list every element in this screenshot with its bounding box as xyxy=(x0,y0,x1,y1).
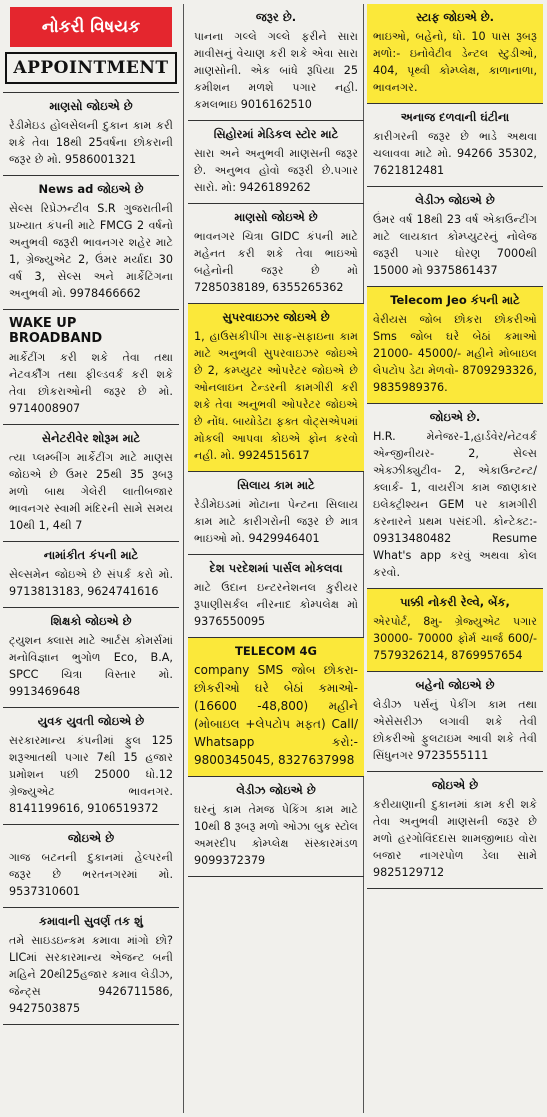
ad-body: 1, હાઉસકીપીંગ સાફ-સફાઇના કામ માટે અનુભવી સુપરવાઇઝર જોઇએ છે 2, કમ્પ્યુટર ઓપરેટર જોઇએ છે ઓનલાઇન ટેન્ડરની કામગીરી કરી શકે તેવા અનુભવી ઓપરેટર જોઇએ છે નોંધ. બાયોડેટા ફક્ત વોટ્સએપમાં મોકલી આપવા કોઇએ ફોન કરવો નહી. મો. 9924515617 xyxy=(194,330,362,462)
classified-ad xyxy=(3,425,179,542)
ad-heading: સિલાય કામ માટે xyxy=(237,478,315,492)
ad-body: કારીગરની જરૂર છે ભાડે અથવા ચલાવવા માટે મો. 94266 35302, 7621812481 xyxy=(373,130,541,177)
ad-heading: કમાવાની સુવર્ણ તક શું xyxy=(38,914,144,928)
ad-heading: સિહોરમાં મેડિકલ સ્ટોર માટે xyxy=(213,127,339,141)
ad-heading: WAKE UP BROADBAND xyxy=(9,316,103,346)
ad-heading: માણસો જોઇએ છે xyxy=(234,210,318,224)
ad-heading: અનાજ દળવાની ઘંટીના xyxy=(400,110,510,124)
classified-ad xyxy=(3,310,179,425)
ad-heading: જોઇએ છે xyxy=(67,831,115,845)
ad-heading: TELECOM 4G xyxy=(235,644,317,658)
classified-ad xyxy=(188,4,364,121)
classified-ad xyxy=(188,638,364,777)
ad-heading: જરૂર છે. xyxy=(255,10,297,24)
ad-heading: જોઇએ છે. xyxy=(429,410,481,424)
ad-body: સેલ્સમેન જોઇએ છે સંપર્ક કરો મો. 9713813183, 9624741616 xyxy=(9,568,177,598)
ad-heading: જોઇએ છે xyxy=(431,778,479,792)
classified-ad xyxy=(3,608,179,708)
masthead-title-english: APPOINTMENT xyxy=(5,52,177,84)
classified-ad xyxy=(3,825,179,908)
classified-ad xyxy=(367,772,543,889)
ad-heading: બહેનો જોઇએ છે xyxy=(415,678,495,692)
ad-heading: News ad જોઇએ છે xyxy=(38,182,144,196)
column-1 xyxy=(3,4,179,1025)
classified-ad xyxy=(367,287,543,404)
ad-heading: યુવક યુવતી જોઇએ છે xyxy=(37,714,145,728)
ad-heading: શિક્ષકો જોઇએ છે xyxy=(50,614,132,628)
classified-ad xyxy=(188,555,364,638)
column-3 xyxy=(367,4,543,889)
ad-heading: સેનેટરીવેર શોરૂમ માટે xyxy=(41,431,141,445)
ad-body: ભાઇઓ, બહેનો, ધો. 10 પાસ રૂબરૂ મળો:- ઇનોવેટીવ ડેન્ટલ સ્ટુડીઓ, 404, પૃથ્વી કોમ્પ્લેક્ષ, કાળાનાળા, ભાવનગર. xyxy=(373,30,541,94)
ad-heading: સુપરવાઇઝર જોઇએ છે xyxy=(222,310,330,324)
ad-body: રેડીમેઇડ હોલસેલની દુકાન કામ કરી શકે તેવા 18થી 25વર્ષના છોકરાની જરૂર છે મો. 9586001321 xyxy=(9,119,177,166)
ad-heading: નામાંકીત કંપની માટે xyxy=(43,548,139,562)
classified-ad xyxy=(3,542,179,608)
ad-heading: પાક્કી નોકરી રેલ્વે, બેંક, xyxy=(400,595,510,609)
classified-ad xyxy=(367,104,543,187)
classified-ad xyxy=(367,187,543,287)
ad-body: ટ્યુશન ક્લાસ માટે આર્ટસ કોમર્સમાં મનોવિજ્ઞાન ભુગોળ Eco, B.A, SPCC ચિત્રા વિસ્તાર મો. 9913469648 xyxy=(9,634,177,698)
ad-heading: દેશ પરદેશમાં પાર્સલ મોકલવા xyxy=(209,561,343,575)
classified-ad xyxy=(367,4,543,104)
masthead-title-gujarati: નોકરી વિષયક xyxy=(11,8,171,46)
ad-body: ગાજ બટનની દુકાનમાં હેલ્પરની જરૂર છે ભરતનગરમાં મો. 9537310601 xyxy=(9,851,177,898)
ad-heading: Telecom Jeo કંપની માટે xyxy=(390,293,520,307)
ad-body: તમે સાઇડઇન્કમ કમાવા માંગો છો? LICમાં સરકારમાન્ય એજન્ટ બની મહિને 20થી25હજાર કમાવ લેડીઝ, જેન્ટ્સ 9426711586, 9427503875 xyxy=(9,934,177,1015)
ad-body: લેડીઝ પર્સનું પેકીંગ કામ તથા એસેસરીઝ લગાવી શકે તેવી છોકરીઓ ફુલટાઇમ આવી શકે તેવી સિંધુનગર 9723555111 xyxy=(373,698,541,762)
classified-ad xyxy=(367,404,543,589)
ad-body: company SMS જોબ છોકરા- છોકરીઓ ઘરે બેઠાં કમાઓ- (16600 -48,800) મહીને (મોબાઇલ +લેપટોપ મફત) Call/ Whatsapp કરો:- 9800345045, 8327637998 xyxy=(194,663,362,767)
ad-heading: લેડીઝ જોઇએ છે xyxy=(236,783,316,797)
ad-body: ઘરનું કામ તેમજ પેકિંગ કામ માટે 10થી 8 રૂબરૂ મળો ઓઝા બુક સ્ટોલ અમરદીપ કોમ્પ્લેક્ષ સંસ્કારમંડળ 9099372379 xyxy=(194,803,362,867)
ad-body: કરીયાણાની દુકાનમાં કામ કરી શકે તેવા અનુભવી માણસની જરૂર છે મળો હરગોવિંદદાસ શામજીભાઇ વોરા બજાર નાગરપોળ ડેલા સામે 9825129712 xyxy=(373,798,541,879)
ad-heading: લેડીઝ જોઇએ છે xyxy=(415,193,495,207)
ad-body: માર્કેટીંગ કરી શકે તેવા તથા નેટવર્કીંગ તથા ફીલ્ડવર્ક કરી શકે તેવા છોકરાઓની જરૂર છે મો. 9714008907 xyxy=(9,351,177,415)
classified-ad xyxy=(367,589,543,672)
classified-ad xyxy=(188,304,364,472)
ad-body: એરપોર્ટ, 8મુ- ગ્રેજ્યુએટ પગાર 30000- 70000 ફોર્મ ચાર્જ 600/- 7579326214, 8769957654 xyxy=(373,615,541,662)
column-divider xyxy=(183,4,184,1113)
ad-body: ઉંમર વર્ષ 18થી 23 વર્ષ એકાઉન્ટીંગ માટે લાયકાત કોમ્પ્યુટરનું નોલેજ જરૂરી પગાર ધોરણ 7000થી 15000 મો 9375861437 xyxy=(373,213,541,277)
classified-ad xyxy=(367,672,543,772)
ad-body: ભાવનગર ચિત્રા GIDC કંપની માટે મહેનત કરી શકે તેવા ભાઇઓ બહેનોની જરૂર છે મો 7285038189, 6355265362 xyxy=(194,230,362,294)
classified-ad xyxy=(3,908,179,1025)
classified-ad xyxy=(3,176,179,310)
ad-body: પાનના ગલ્લે ગલ્લે ફરીને સારા માવીસનું વેચાણ કરી શકે એવા સારા માણસોની. એક બાંધે રૂપિયા 25 કમીશન મળશે પગાર નહી. કમલભાઇ 9016162510 xyxy=(194,30,362,111)
ad-body: રેડીમેઇડમાં મોટાના પેન્ટના સિલાય કામ માટે કારીગરોની જરૂર છે માત્ર ભાઇઓ મો. 9429946401 xyxy=(194,498,362,545)
classified-ad xyxy=(3,93,179,176)
ad-body: સારા અને અનુભવી માણસની જરૂર છે. અનુભવ હોવો જરૂરી છે.પગાર સારો. મો: 9426189262 xyxy=(194,147,362,194)
ad-body: માટે ઉદાન ઇન્ટરનેશનલ કુરીયર રૂપાણીસર્કલ નીરનાદ કોમ્પલેક્ષ મો 9376550095 xyxy=(194,581,362,628)
masthead xyxy=(3,4,179,93)
ad-body: H.R. મેનેજર-1,હાર્ડવેર/નેટવર્ક એન્જીનીયર- 2, સેલ્સ એક્ઝીક્યુટીવ- 2, એકાઉન્ટન્ટ/ ક્લાર્ક- 1, વાયરીંગ કામ જાણકાર ઇલેક્ટ્રીશ્યન GEM પર કામગીરી કરનારને પ્રથમ પસંદગી. કોન્ટેક્ટ:- 09313480482 Resume What's app કરવું અથવા કોલ કરવો. xyxy=(373,430,541,579)
classified-ad xyxy=(3,708,179,825)
ad-body: વેરીયસ જોબ છોકરા છોકરીઓ Sms જોબ ઘરે બેઠાં કમાઓ 21000- 45000/- મહીને મોબાઇલ લેપટોપ ડેટા મેળવો- 8709293326, 9835989376. xyxy=(373,313,541,394)
ad-body: સેલ્સ રિપ્રેઝન્ટીવ S.R ગુજરાતીની પ્રખ્યાત કંપની માટે FMCG 2 વર્ષનો અનુભવી જરૂરી ભાવનગર શહેર માટે 1, ગ્રેજ્યુએટ 2, ઉંમર મર્યાદા 30 વર્ષ 3, સેલ્સ અને માર્કેટિંગના અનુભવી મો. 9978466662 xyxy=(9,202,177,300)
classified-ad xyxy=(188,204,364,304)
ad-heading: માણસો જોઇએ છે xyxy=(49,99,133,113)
classified-ad xyxy=(188,777,364,877)
ad-body: ત્યા પ્લમ્બીંગ માર્કેટીંગ માટે માણસ જોઇએ છે ઉમર 25થી 35 રૂબરૂ મળો બાથ ગેલેરી લાતીબજાર ભાવનગર સ્વામી મંદિરની સામે સમય 10થી 1, 4થી 7 xyxy=(9,451,177,532)
classified-ad xyxy=(188,472,364,555)
ad-heading: સ્ટાફ જોઇએ છે. xyxy=(416,10,494,24)
ad-body: સરકારમાન્ય કંપનીમાં ફુલ 125 શરૂઆતથી પગાર 7થી 15 હજાર પ્રમોશન પછી 25000 ધો.12 ગ્રેજ્યુએટ ભાવનગર. 8141199616, 9106519372 xyxy=(9,734,177,815)
classified-ad xyxy=(188,121,364,204)
column-2 xyxy=(188,4,364,877)
